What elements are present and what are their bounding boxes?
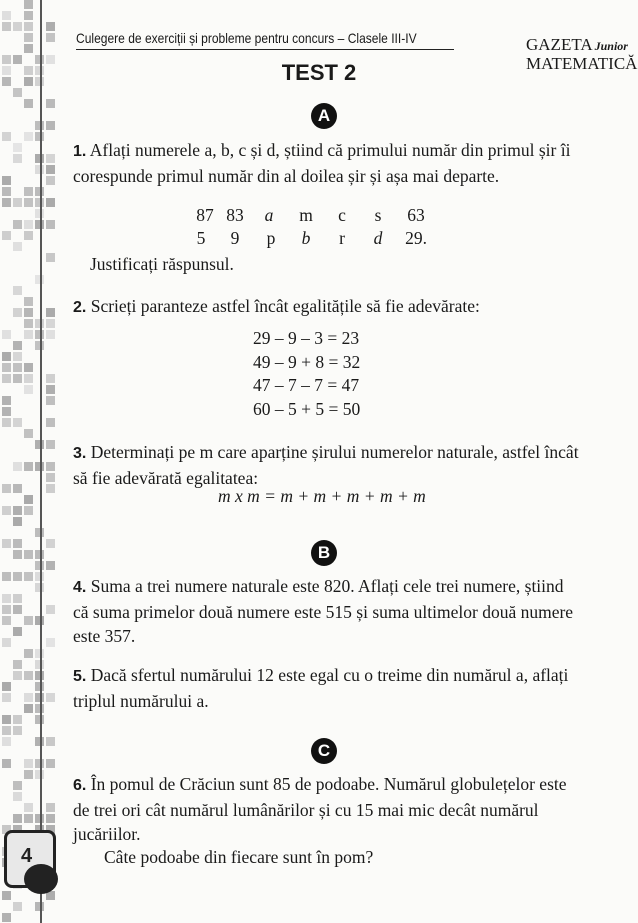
sidebar-square [13,374,22,383]
sidebar-square [2,539,11,548]
sidebar-square [2,594,11,603]
seq2-item: d [373,228,383,248]
sidebar-square [46,803,55,812]
sidebar-square [24,231,33,240]
equation: 49 – 9 + 8 = 32 [253,352,361,372]
sidebar-square [46,154,55,163]
sidebar-square [46,561,55,570]
sidebar-square [2,363,11,372]
sidebar-square [46,418,55,427]
sidebar-square [13,781,22,790]
sidebar-square [13,539,22,548]
seq2-item: 5 [196,228,206,248]
sidebar-square [24,495,33,504]
sidebar-square [24,671,33,680]
sidebar-square [13,506,22,515]
sidebar-square [2,176,11,185]
sidebar-square [2,330,11,339]
sidebar-square [46,308,55,317]
sidebar-square [13,22,22,31]
sidebar-square [2,616,11,625]
q1-footer: Justificați răspunsul. [90,254,234,274]
sidebar-square [13,792,22,801]
sidebar-square [46,759,55,768]
sidebar-square [2,682,11,691]
sidebar-square [24,616,33,625]
question-number: 4. [73,579,87,596]
sidebar-square [24,308,33,317]
sidebar-square [13,902,22,911]
sidebar-square [24,704,33,713]
sidebar-square [13,814,22,823]
section-badge-b: B [311,540,337,566]
sidebar-square [46,220,55,229]
sidebar-square [24,132,33,141]
sidebar-square [24,330,33,339]
sidebar-square [24,385,33,394]
sidebar-square [24,803,33,812]
sidebar-square [13,627,22,636]
sidebar-line [40,0,42,923]
question-text: În pomul de Crăciun sunt 85 de podoabe. Numărul globulețelor este de trei ori cât numărul lumânărilor și cu 15 mai mic decât numărul jucăriilor. [73,774,567,844]
sidebar-square [46,165,55,174]
sidebar-square [24,374,33,383]
sidebar-square [2,418,11,427]
sidebar-square [13,198,22,207]
q3-equation: m x m = m + m + m + m + m [218,486,426,506]
sidebar-square [24,220,33,229]
seq1-item: a [264,205,274,225]
question-number: 1. [73,143,87,160]
sidebar-square [24,44,33,53]
sidebar-square [24,22,33,31]
seq2-item: 9 [230,228,240,248]
apple-icon [24,864,58,894]
sidebar-square [13,671,22,680]
sidebar-square [24,770,33,779]
sidebar-square [46,539,55,548]
seq2-item: b [301,228,311,248]
brand-line2: MATEMATICĂ [526,54,638,73]
sidebar-square [13,462,22,471]
seq1-item: 83 [226,205,244,225]
sidebar-square [46,473,55,482]
sidebar-square [2,891,11,900]
sidebar-square [24,462,33,471]
sidebar-square [46,440,55,449]
seq1-item: m [299,205,313,225]
sidebar-square [2,484,11,493]
sidebar-square [46,198,55,207]
sidebar-square [2,231,11,240]
question-number: 6. [73,777,87,794]
sidebar-square [2,605,11,614]
sidebar-square [46,22,55,31]
brand-line1: GAZETA [526,35,593,54]
question-text: Aflați numerele a, b, c și d, știind că primului număr din primul șir îi corespunde primul număr din al doilea șir și așa mai departe. [73,140,571,186]
sequence-row-1 [190,203,436,227]
sidebar-square [46,33,55,42]
sidebar-square [46,638,55,647]
sidebar-square [13,154,22,163]
sidebar-square [2,693,11,702]
sidebar-square [24,814,33,823]
sidebar-square [2,638,11,647]
page-number: 4 [21,845,33,867]
sidebar-square [13,605,22,614]
sidebar-square [24,11,33,20]
section-badge-c: C [311,738,337,764]
sidebar-square [2,506,11,515]
sidebar-square [46,330,55,339]
sidebar-square [24,99,33,108]
sidebar-square [24,550,33,559]
question-text: Suma a trei numere naturale este 820. Aflați cele trei numere, știind că suma primelor două numere este 515 și suma ultimelor două numere este 357. [73,576,574,646]
sidebar-square [46,99,55,108]
sidebar-square [24,187,33,196]
sidebar-square [13,660,22,669]
sidebar-square [2,407,11,416]
seq2-item: r [339,228,345,248]
sidebar-square [13,572,22,581]
sidebar-square [2,198,11,207]
question-3 [73,440,583,490]
seq1-item: 63 [407,205,425,225]
sidebar-square [13,88,22,97]
sidebar-square [13,484,22,493]
sidebar-square [46,484,55,493]
sidebar-square [24,198,33,207]
sidebar-square [46,385,55,394]
question-text: Dacă sfertul numărului 12 este egal cu o treime din numărul a, aflați triplul numărului a. [73,665,569,711]
sidebar-square [13,715,22,724]
sidebar-square [46,121,55,130]
sidebar-square [46,462,55,471]
equation: 47 – 7 – 7 = 47 [253,375,360,395]
sidebar-square [24,0,33,9]
sidebar-square [24,759,33,768]
question-2 [73,294,583,320]
sidebar-square [46,176,55,185]
header-rule [76,49,454,50]
sidebar-square [24,297,33,306]
question-6 [73,772,583,846]
sidebar-square [2,759,11,768]
equation: 60 – 5 + 5 = 50 [253,399,361,419]
question-1 [73,138,583,188]
sidebar-square [46,319,55,328]
sequence-row-2 [186,226,436,250]
sidebar-square [13,286,22,295]
sidebar-square [13,143,22,152]
sidebar-square [13,308,22,317]
seq1-item: s [374,205,382,225]
sidebar-square [2,187,11,196]
sidebar-square [2,572,11,581]
sidebar-square [24,572,33,581]
sidebar-square [2,374,11,383]
question-4 [73,574,583,648]
question-5 [73,663,583,713]
seq2-item: 29. [405,228,427,248]
seq2-item: p [266,228,276,248]
sidebar-square [13,352,22,361]
sidebar-square [46,253,55,262]
equation: 29 – 9 – 3 = 23 [253,328,360,348]
sidebar-square [24,693,33,702]
test-title: TEST 2 [281,60,357,85]
sidebar-square [13,726,22,735]
seq1-item: 87 [196,205,214,225]
sidebar-square [24,506,33,515]
sidebar-square [24,363,33,372]
sidebar-square [46,693,55,702]
sidebar-square [2,715,11,724]
sidebar-square [2,22,11,31]
question-text: Determinați pe m care aparține șirului numerelor naturale, astfel încât să fie adevărată egalitatea: [73,442,579,488]
sidebar-square [46,814,55,823]
sidebar-square [2,737,11,746]
sidebar-square [46,605,55,614]
sidebar-square [46,737,55,746]
sidebar-square [2,132,11,141]
q6-question: Câte podoabe din fiecare sunt în pom? [104,847,374,867]
question-number: 3. [73,445,87,462]
sidebar-square [13,418,22,427]
sidebar-square [2,396,11,405]
sidebar-square [24,33,33,42]
brand-junior: Junior [594,39,628,53]
sidebar-square [2,352,11,361]
section-badge-a: A [311,103,337,129]
question-number: 2. [73,299,87,316]
sidebar-square [2,913,11,922]
sidebar-square [46,396,55,405]
sidebar-square [24,649,33,658]
decorative-sidebar [0,0,58,923]
sidebar-square [13,363,22,372]
sidebar-square [2,726,11,735]
seq1-item: c [338,205,346,225]
question-number: 5. [73,668,87,685]
sidebar-square [13,242,22,251]
sidebar-square [2,11,11,20]
sidebar-square [13,341,22,350]
sidebar-square [13,517,22,526]
sidebar-square [13,550,22,559]
book-title: Culegere de exerciții și probleme pentru concurs – Clasele III-IV [76,30,417,46]
sidebar-square [24,319,33,328]
sidebar-square [13,594,22,603]
sidebar-square [24,429,33,438]
sidebar-square [13,220,22,229]
sidebar-square [46,374,55,383]
question-text: Scrieți paranteze astfel încât egalitățile să fie adevărate: [90,296,480,316]
